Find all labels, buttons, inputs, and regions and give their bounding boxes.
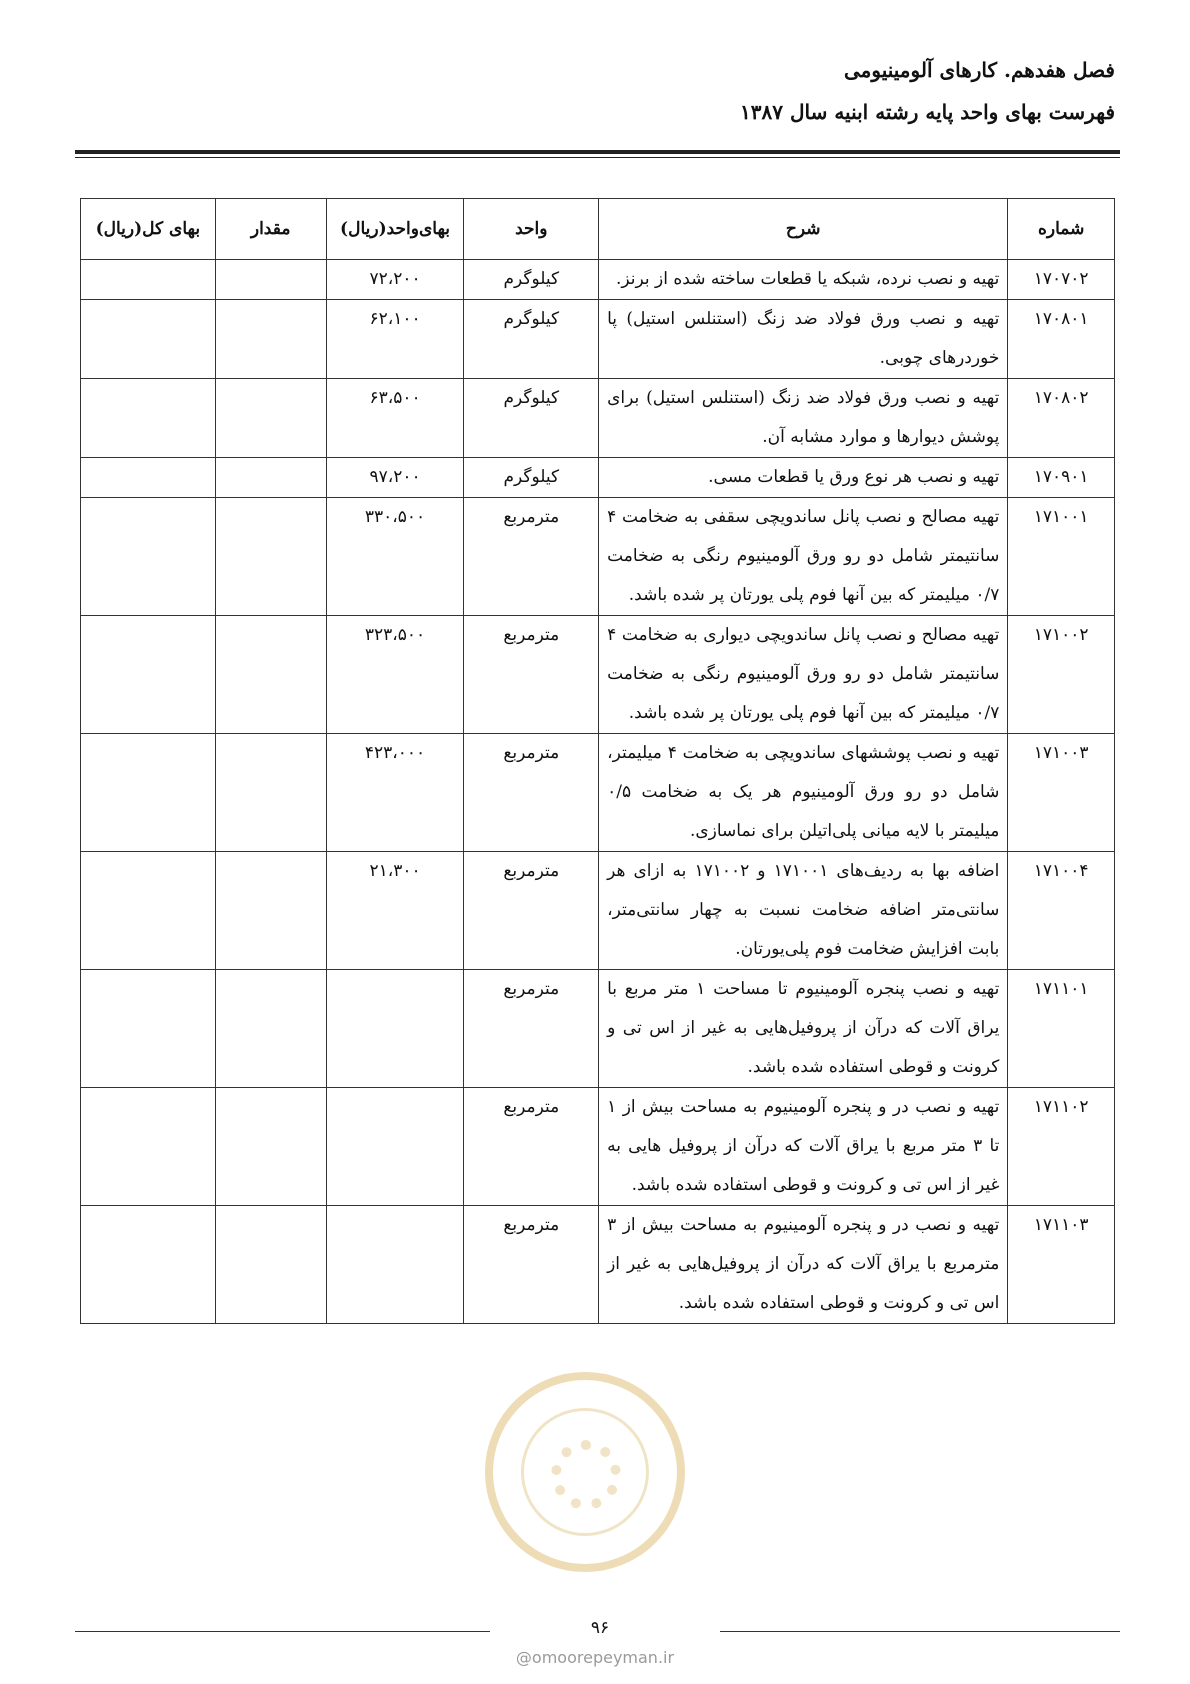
row-unit: مترمربع xyxy=(464,734,599,852)
row-quantity xyxy=(215,300,326,379)
row-unit-price: ۷۲،۲۰۰ xyxy=(326,260,464,300)
table-header-row xyxy=(81,199,1115,260)
row-unit-price xyxy=(326,970,464,1088)
table-row xyxy=(81,970,1115,1088)
header-rule-thin xyxy=(75,157,1120,158)
col-header-total-price: بهای کل(ریال) xyxy=(81,199,216,260)
row-quantity xyxy=(215,852,326,970)
row-unit: کیلوگرم xyxy=(464,300,599,379)
row-total-price xyxy=(81,852,216,970)
row-unit-price: ۴۲۳،۰۰۰ xyxy=(326,734,464,852)
table-row xyxy=(81,260,1115,300)
row-unit: کیلوگرم xyxy=(464,379,599,458)
row-number: ۱۷۱۰۰۲ xyxy=(1008,616,1115,734)
row-unit: مترمربع xyxy=(464,1088,599,1206)
row-total-price xyxy=(81,970,216,1088)
row-description: تهیه و نصب پنجره آلومینیوم تا مساحت ۱ متر مربع با یراق آلات که درآن از پروفیل‌هایی به غیر از اس تی و کرونت و قوطی استفاده شده باشد. xyxy=(599,970,1008,1088)
row-description: تهیه و نصب در و پنجره آلومینیوم به مساحت بیش از ۳ مترمربع با یراق آلات که درآن از پروفیل‌هایی به غیر از اس تی و کرونت و قوطی استفاده شده باشد. xyxy=(599,1206,1008,1324)
table-row xyxy=(81,852,1115,970)
row-total-price xyxy=(81,379,216,458)
row-number: ۱۷۱۱۰۲ xyxy=(1008,1088,1115,1206)
price-table xyxy=(80,198,1115,1324)
row-unit-price: ۲۱،۳۰۰ xyxy=(326,852,464,970)
row-number: ۱۷۱۰۰۳ xyxy=(1008,734,1115,852)
row-total-price xyxy=(81,458,216,498)
col-header-quantity: مقدار xyxy=(215,199,326,260)
chapter-title: فصل هفدهم. کارهای آلومینیومی xyxy=(843,58,1115,82)
watermark-url-text: omoorepeyman.ir xyxy=(531,1648,675,1667)
row-total-price xyxy=(81,616,216,734)
row-description: تهیه مصالح و نصب پانل ساندویچی دیواری به ضخامت ۴ سانتیمتر شامل دو رو ورق آلومینیوم رنگی به ضخامت ۰/۷ میلیمتر که بین آنها فوم پلی یورتان پر شده باشد. xyxy=(599,616,1008,734)
row-unit-price: ۶۳،۵۰۰ xyxy=(326,379,464,458)
col-header-unit-price: بهای‌واحد(ریال) xyxy=(326,199,464,260)
row-unit-price xyxy=(326,1206,464,1324)
row-unit: مترمربع xyxy=(464,616,599,734)
table-row xyxy=(81,1206,1115,1324)
row-quantity xyxy=(215,1088,326,1206)
row-description: تهیه و نصب نرده، شبکه یا قطعات ساخته شده از برنز. xyxy=(599,260,1008,300)
row-total-price xyxy=(81,300,216,379)
row-unit: مترمربع xyxy=(464,852,599,970)
table-row xyxy=(81,458,1115,498)
row-total-price xyxy=(81,1088,216,1206)
table-row xyxy=(81,1088,1115,1206)
footer-rule-left xyxy=(75,1631,490,1632)
watermark-url: @omoorepeyman.ir xyxy=(515,1648,675,1667)
row-total-price xyxy=(81,1206,216,1324)
footer-rule-right xyxy=(720,1631,1120,1632)
row-quantity xyxy=(215,734,326,852)
row-quantity xyxy=(215,616,326,734)
col-header-number: شماره xyxy=(1008,199,1115,260)
table-row xyxy=(81,734,1115,852)
row-total-price xyxy=(81,734,216,852)
row-total-price xyxy=(81,498,216,616)
row-description: تهیه و نصب پوششهای ساندویچی به ضخامت ۴ میلیمتر، شامل دو رو ورق آلومینیوم هر یک به ضخامت ۰/۵ میلیمتر با لایه میانی پلی‌اتیلن برای نماسازی. xyxy=(599,734,1008,852)
row-number: ۱۷۱۱۰۳ xyxy=(1008,1206,1115,1324)
row-unit: کیلوگرم xyxy=(464,260,599,300)
table-row xyxy=(81,616,1115,734)
col-header-description: شرح xyxy=(599,199,1008,260)
row-quantity xyxy=(215,498,326,616)
row-description: اضافه بها به ردیف‌های ۱۷۱۰۰۱ و ۱۷۱۰۰۲ به ازای هر سانتی‌متر اضافه ضخامت نسبت به چهار سانتی‌متر، بابت افزایش ضخامت فوم پلی‌یورتان. xyxy=(599,852,1008,970)
row-quantity xyxy=(215,379,326,458)
table-row xyxy=(81,300,1115,379)
row-unit-price: ۳۲۳،۵۰۰ xyxy=(326,616,464,734)
table-row xyxy=(81,379,1115,458)
row-unit: کیلوگرم xyxy=(464,458,599,498)
row-unit: مترمربع xyxy=(464,1206,599,1324)
row-quantity xyxy=(215,970,326,1088)
row-description: تهیه و نصب ورق فولاد ضد زنگ (استنلس استیل) پا خوردرهای چوبی. xyxy=(599,300,1008,379)
row-unit-price: ۹۷،۲۰۰ xyxy=(326,458,464,498)
row-unit: مترمربع xyxy=(464,970,599,1088)
header-rule-thick xyxy=(75,150,1120,154)
row-number: ۱۷۱۰۰۱ xyxy=(1008,498,1115,616)
row-quantity xyxy=(215,458,326,498)
row-number: ۱۷۱۱۰۱ xyxy=(1008,970,1115,1088)
row-description: تهیه مصالح و نصب پانل ساندویچی سقفی به ضخامت ۴ سانتیمتر شامل دو رو ورق آلومینیوم رنگی به ضخامت ۰/۷ میلیمتر که بین آنها فوم پلی یورتان پر شده باشد. xyxy=(599,498,1008,616)
row-quantity xyxy=(215,260,326,300)
catalog-title: فهرست بهای واحد پایه رشته ابنیه سال ۱۳۸۷ xyxy=(740,100,1115,124)
col-header-unit: واحد xyxy=(464,199,599,260)
row-quantity xyxy=(215,1206,326,1324)
row-unit-price: ۳۳۰،۵۰۰ xyxy=(326,498,464,616)
row-total-price xyxy=(81,260,216,300)
seal-inner-ring xyxy=(521,1408,649,1536)
row-unit-price xyxy=(326,1088,464,1206)
row-number: ۱۷۰۸۰۱ xyxy=(1008,300,1115,379)
row-number: ۱۷۱۰۰۴ xyxy=(1008,852,1115,970)
row-description: تهیه و نصب ورق فولاد ضد زنگ (استنلس استیل) برای پوشش دیوارها و موارد مشابه آن. xyxy=(599,379,1008,458)
row-unit-price: ۶۲،۱۰۰ xyxy=(326,300,464,379)
table-row xyxy=(81,498,1115,616)
gear-icon xyxy=(551,1440,621,1510)
row-number: ۱۷۰۹۰۱ xyxy=(1008,458,1115,498)
row-number: ۱۷۰۷۰۲ xyxy=(1008,260,1115,300)
page-header xyxy=(70,58,1115,124)
row-description: تهیه و نصب در و پنجره آلومینیوم به مساحت بیش از ۱ تا ۳ متر مربع با یراق آلات که درآن از پروفیل هایی به غیر از اس تی و کرونت و قوطی استفاده شده باشد. xyxy=(599,1088,1008,1206)
row-number: ۱۷۰۸۰۲ xyxy=(1008,379,1115,458)
row-unit: مترمربع xyxy=(464,498,599,616)
row-description: تهیه و نصب هر نوع ورق یا قطعات مسی. xyxy=(599,458,1008,498)
page-number: ۹۶ xyxy=(590,1618,610,1638)
watermark-seal xyxy=(485,1372,685,1572)
